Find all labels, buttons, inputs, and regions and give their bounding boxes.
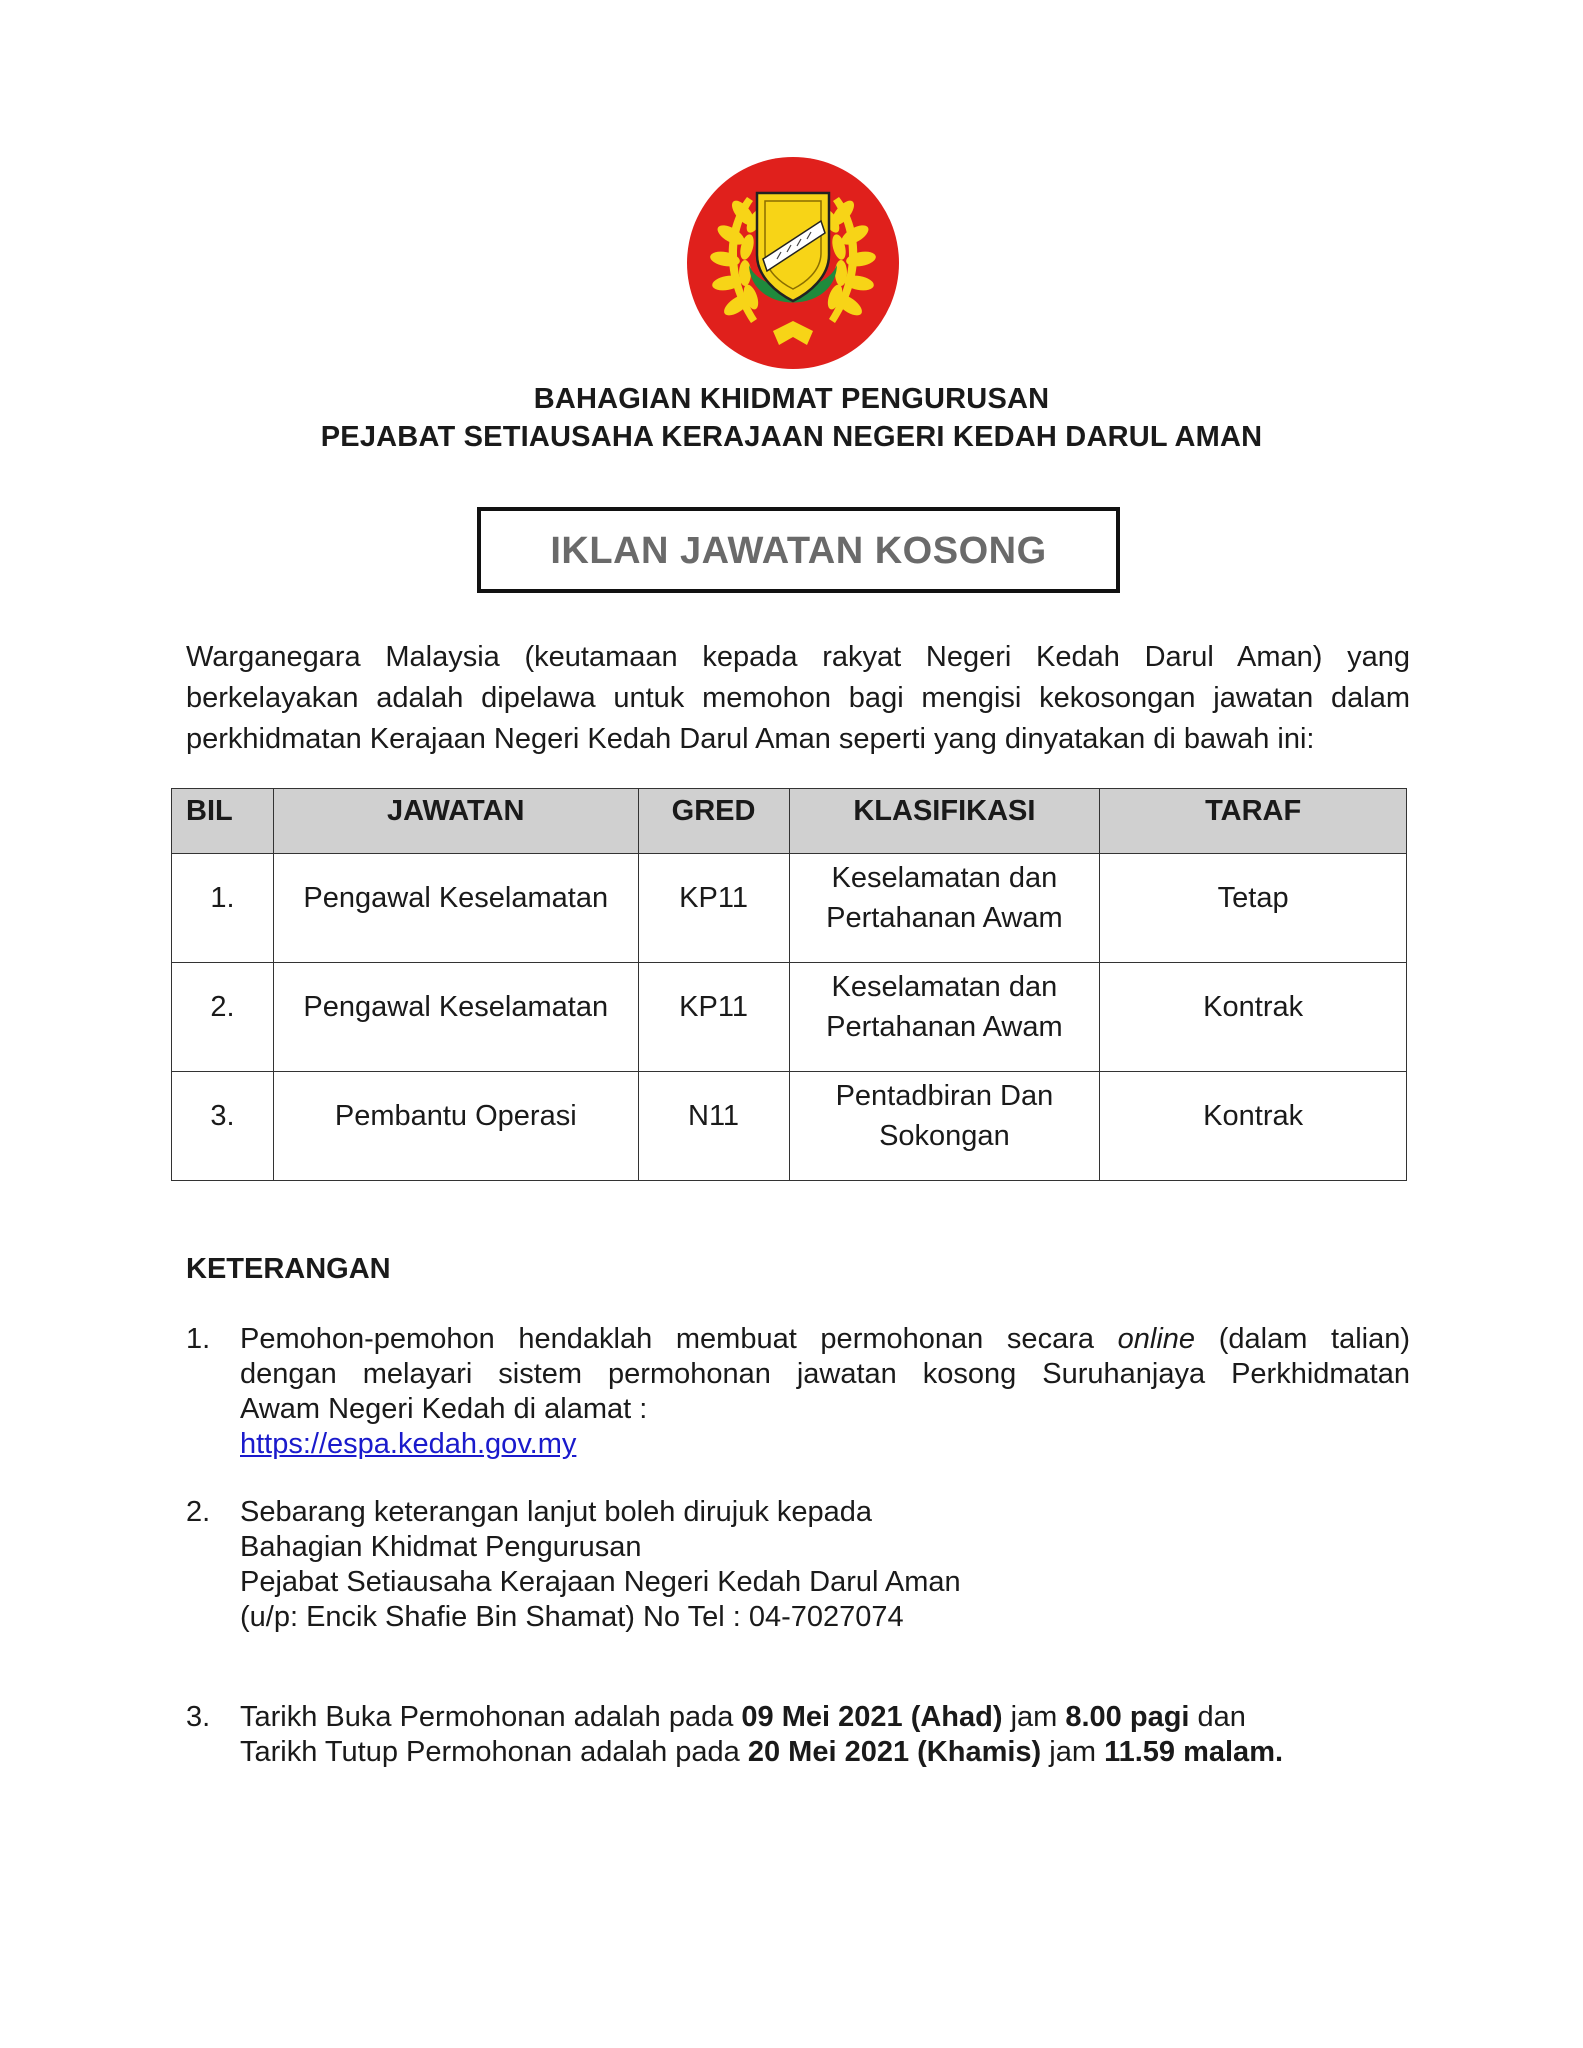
klasifikasi-line: Pentadbiran Dan <box>835 1079 1054 1112</box>
espa-link[interactable]: https://espa.kedah.gov.my <box>240 1428 577 1460</box>
cell-bil: 1. <box>172 854 274 963</box>
open-date-line: Tarikh Buka Permohonan adalah pada 09 Mei 2021 (Ahad) jam 8.00 pagi dan <box>240 1701 1246 1733</box>
intro-line: berkelayakan adalah dipelawa untuk memohon bagi mengisi kekosongan jawatan dalam <box>186 682 1410 714</box>
note-item-3 <box>186 1700 1410 1770</box>
klasifikasi-line: Pertahanan Awam <box>826 1010 1063 1043</box>
intro-line: Warganegara Malaysia (keutamaan kepada rakyat Negeri Kedah Darul Aman) yang <box>186 641 1410 673</box>
note-line: Bahagian Khidmat Pengurusan <box>240 1531 642 1563</box>
note-item-2 <box>186 1495 1410 1635</box>
table-row <box>172 963 1407 1072</box>
col-header-gred: GRED <box>638 789 789 854</box>
close-date: 20 Mei 2021 (Khamis) <box>747 1736 1042 1768</box>
note-line: Pejabat Setiausaha Kerajaan Negeri Kedah Darul Aman <box>240 1566 961 1598</box>
cell-jawatan: Pembantu Operasi <box>273 1072 638 1181</box>
cell-klasifikasi <box>789 854 1100 963</box>
kedah-crest-icon <box>685 155 901 371</box>
table-row <box>172 854 1407 963</box>
cell-klasifikasi <box>789 1072 1100 1181</box>
klasifikasi-line: Keselamatan dan <box>831 970 1058 1003</box>
col-header-klasifikasi: KLASIFIKASI <box>789 789 1100 854</box>
open-time: 8.00 pagi <box>1065 1701 1190 1733</box>
cell-taraf: Kontrak <box>1100 1072 1407 1181</box>
col-header-taraf: TARAF <box>1100 789 1407 854</box>
klasifikasi-line: Keselamatan dan <box>831 861 1058 894</box>
table-row <box>172 1072 1407 1181</box>
cell-bil: 3. <box>172 1072 274 1181</box>
cell-klasifikasi <box>789 963 1100 1072</box>
note-item-1 <box>186 1322 1410 1462</box>
note-number: 2. <box>186 1496 211 1528</box>
close-time: 11.59 malam. <box>1104 1736 1284 1768</box>
contact-line: (u/p: Encik Shafie Bin Shamat) No Tel : 04-7027074 <box>240 1601 904 1633</box>
cell-gred: KP11 <box>638 854 789 963</box>
header-office: PEJABAT SETIAUSAHA KERAJAAN NEGERI KEDAH DARUL AMAN <box>320 421 1263 453</box>
cell-jawatan: Pengawal Keselamatan <box>273 854 638 963</box>
cell-bil: 2. <box>172 963 274 1072</box>
klasifikasi-line: Pertahanan Awam <box>826 901 1063 934</box>
cell-taraf: Tetap <box>1100 854 1407 963</box>
cell-gred: KP11 <box>638 963 789 1072</box>
cell-gred: N11 <box>638 1072 789 1181</box>
online-term: online <box>1117 1323 1196 1355</box>
vacancy-table <box>171 788 1407 1181</box>
klasifikasi-line: Sokongan <box>879 1119 1010 1152</box>
keterangan-heading: KETERANGAN <box>186 1253 391 1285</box>
header-department: BAHAGIAN KHIDMAT PENGURUSAN <box>533 383 1050 415</box>
table-header-row <box>172 789 1407 854</box>
note-line: Pemohon-pemohon hendaklah membuat permohonan secara online (dalam talian) <box>240 1323 1410 1355</box>
col-header-jawatan: JAWATAN <box>273 789 638 854</box>
cell-jawatan: Pengawal Keselamatan <box>273 963 638 1072</box>
intro-line: perkhidmatan Kerajaan Negeri Kedah Darul Aman seperti yang dinyatakan di bawah ini: <box>186 723 1315 755</box>
close-date-line: Tarikh Tutup Permohonan adalah pada 20 Mei 2021 (Khamis) jam 11.59 malam. <box>240 1736 1284 1768</box>
col-header-bil: BIL <box>172 789 274 854</box>
note-line: Awam Negeri Kedah di alamat : <box>240 1393 648 1425</box>
open-date: 09 Mei 2021 (Ahad) <box>741 1701 1003 1733</box>
note-line: dengan melayari sistem permohonan jawatan kosong Suruhanjaya Perkhidmatan <box>240 1358 1410 1390</box>
intro-paragraph <box>186 637 1410 760</box>
note-line: Sebarang keterangan lanjut boleh dirujuk kepada <box>240 1496 873 1528</box>
cell-taraf: Kontrak <box>1100 963 1407 1072</box>
page-title: IKLAN JAWATAN KOSONG <box>477 507 1120 593</box>
note-number: 3. <box>186 1701 211 1733</box>
note-number: 1. <box>186 1323 211 1355</box>
